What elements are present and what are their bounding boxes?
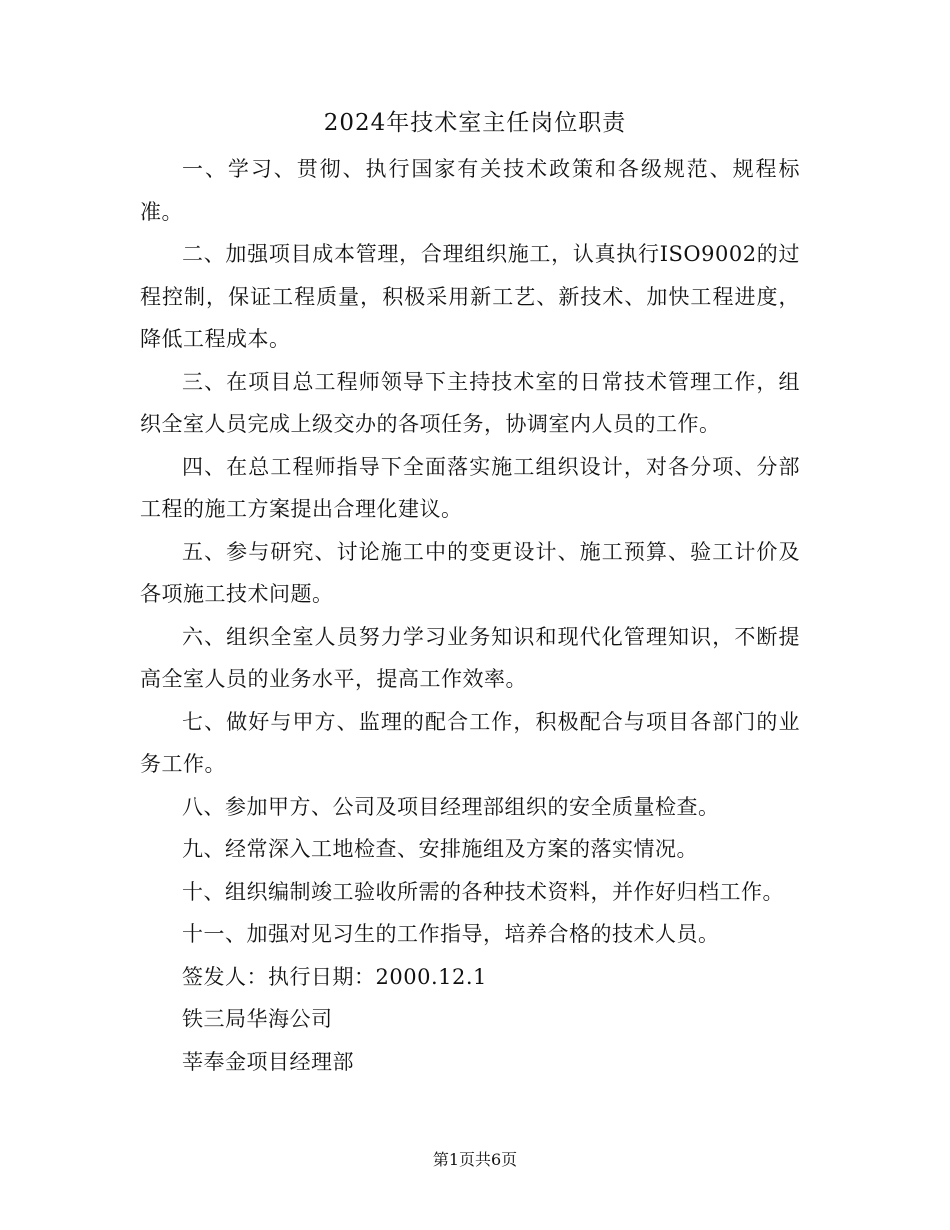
document-title: 2024年技术室主任岗位职责 xyxy=(323,110,627,136)
paragraph-9: 九、经常深入工地检查、安排施组及方案的落实情况。 xyxy=(182,837,698,861)
paragraph-8: 八、参加甲方、公司及项目经理部组织的安全质量检查。 xyxy=(182,794,720,819)
paragraph-10: 十、组织编制竣工验收所需的各种技术资料，并作好归档工作。 xyxy=(182,879,784,904)
paragraph-4: 四、在总工程师指导下全面落实施工组织设计，对各分项、分部工程的施工方案提出合理化建议。 xyxy=(140,454,800,521)
paragraph-3: 三、在项目总工程师领导下主持技术室的日常技术管理工作，组织全室人员完成上级交办的各项任务，协调室内人员的工作。 xyxy=(140,369,800,436)
company-name: 铁三局华海公司 xyxy=(182,1007,333,1031)
paragraph-1: 一、学习、贯彻、执行国家有关技术政策和各级规范、规程标准。 xyxy=(140,157,800,224)
paragraph-11: 十一、加强对见习生的工作指导，培养合格的技术人员。 xyxy=(182,922,720,946)
paragraph-5: 五、参与研究、讨论施工中的变更设计、施工预算、验工计价及各项施工技术问题。 xyxy=(140,539,800,606)
department-name: 莘奉金项目经理部 xyxy=(182,1049,354,1074)
paragraph-7: 七、做好与甲方、监理的配合工作，积极配合与项目各部门的业务工作。 xyxy=(140,709,800,776)
paragraph-2: 二、加强项目成本管理，合理组织施工，认真执行ISO9002的过程控制，保证工程质量，积极采用新工艺、新技术、加快工程进度，降低工程成本。 xyxy=(140,242,800,351)
paragraph-6: 六、组织全室人员努力学习业务知识和现代化管理知识，不断提高全室人员的业务水平，提高工作效率。 xyxy=(140,624,800,691)
document-body xyxy=(140,148,800,1083)
page-number-footer: 第1页共6页 xyxy=(432,1150,518,1169)
signatory-date: 签发人：执行日期：2000.12.1 xyxy=(182,964,487,989)
